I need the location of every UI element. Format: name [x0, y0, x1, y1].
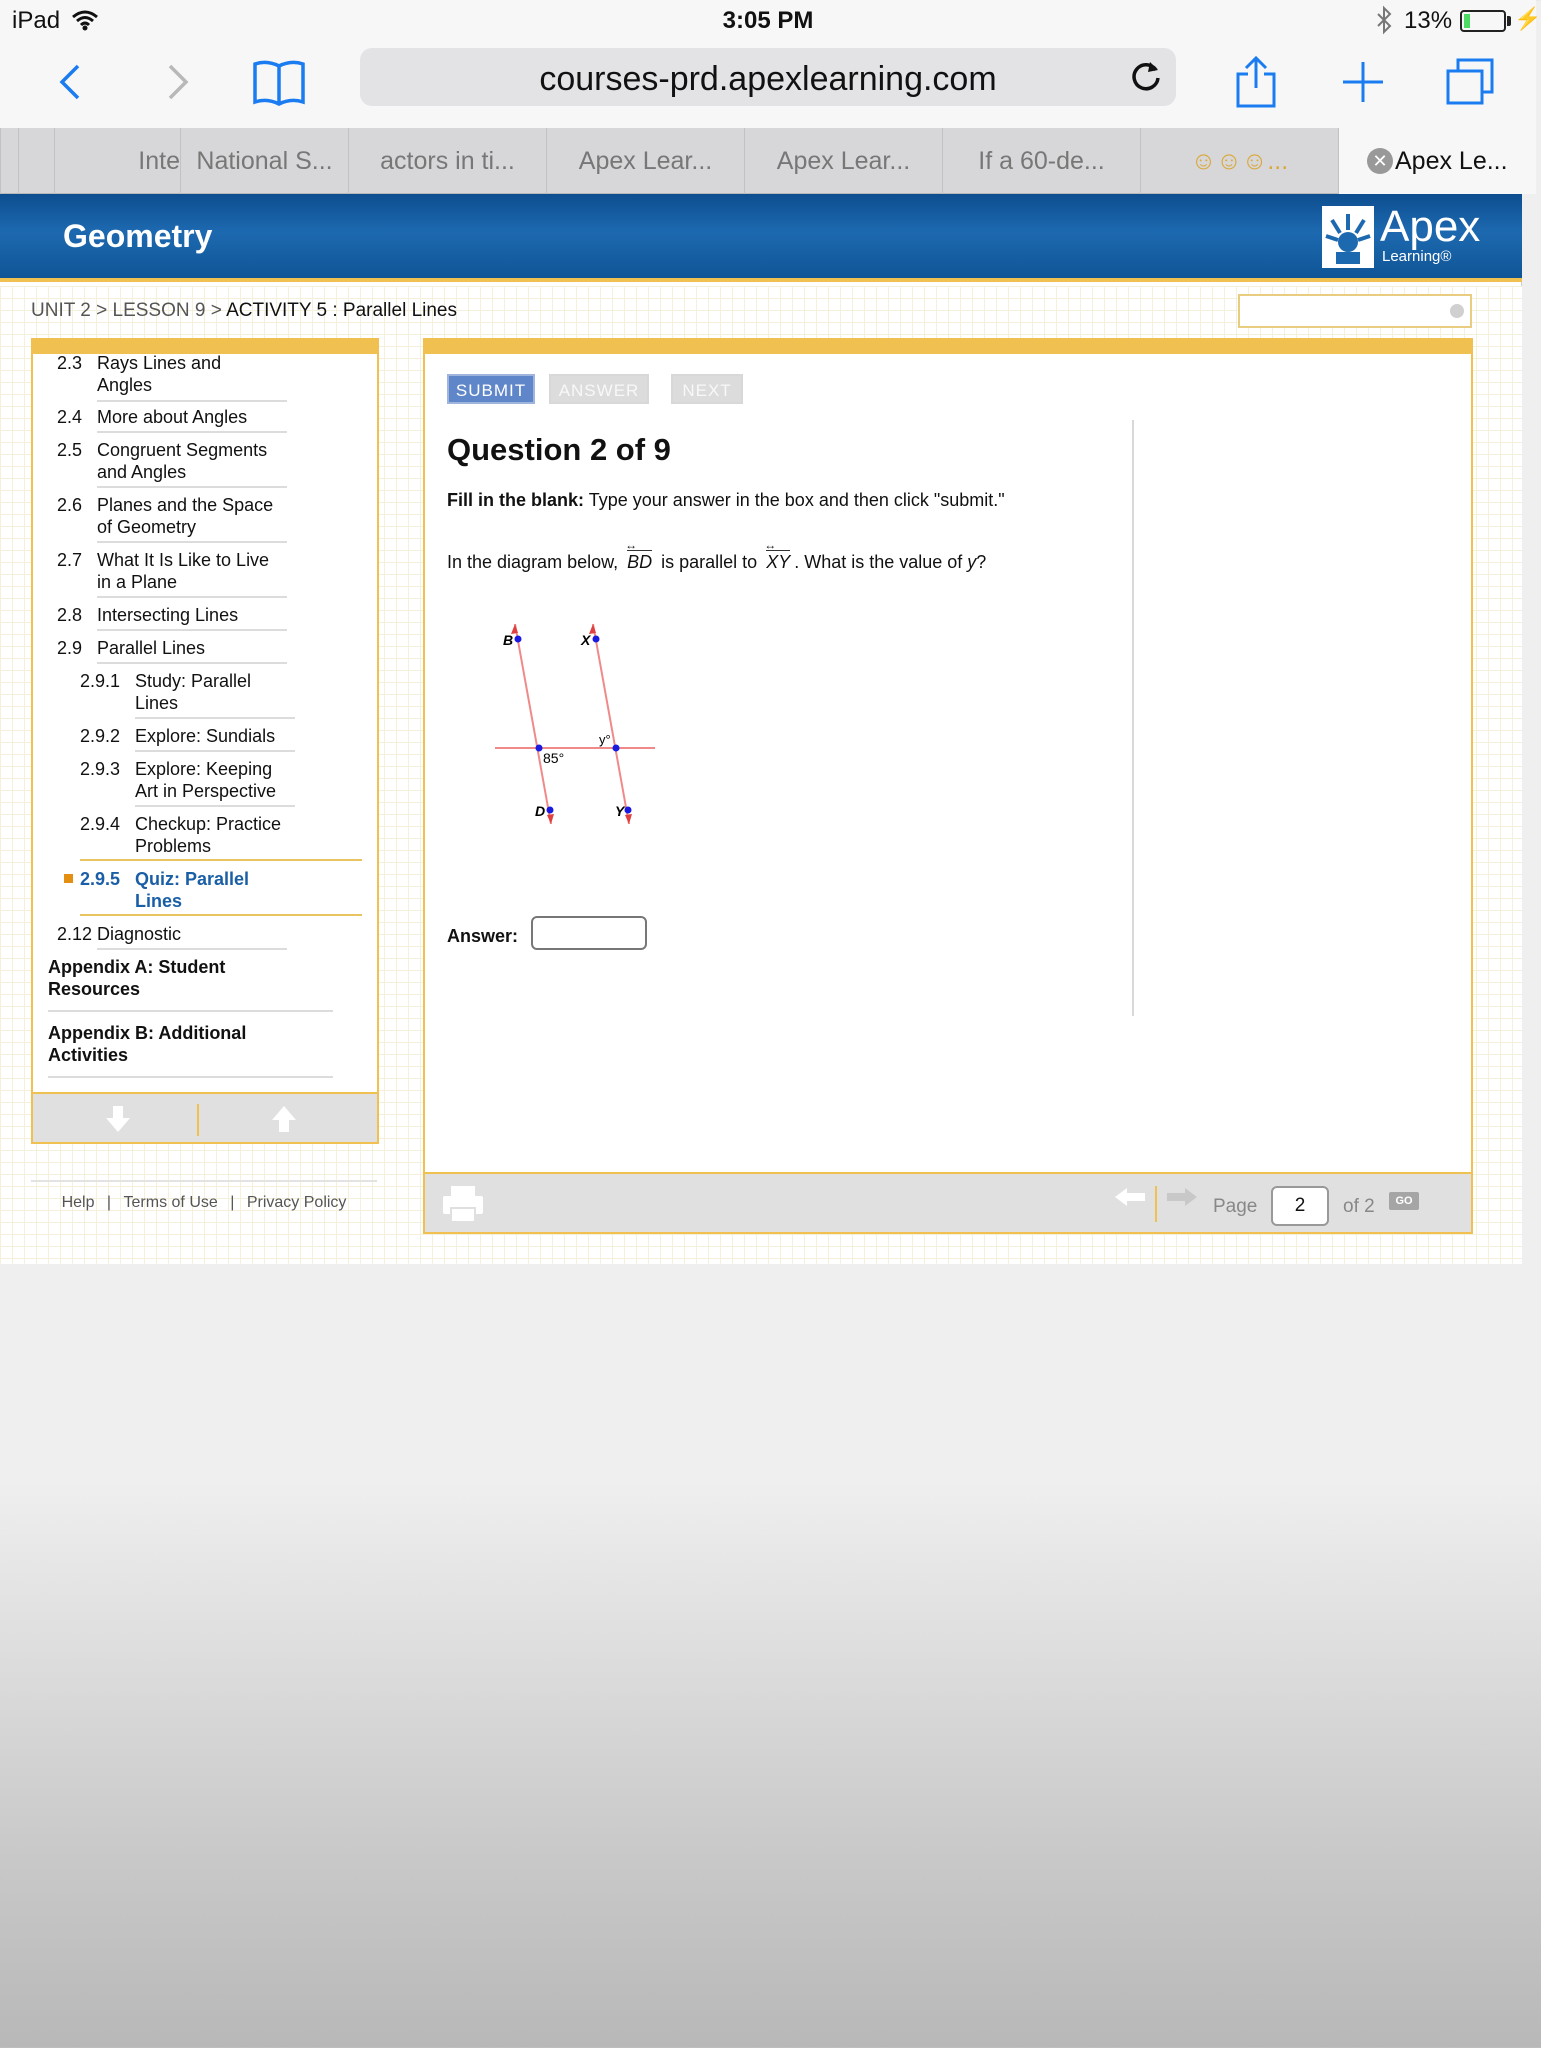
variable-y: y	[967, 552, 977, 572]
tab-actors[interactable]	[348, 128, 546, 194]
forward-button[interactable]	[158, 52, 198, 112]
item-label-2: of Geometry	[97, 517, 197, 537]
question-title: Question 2 of 9	[447, 432, 671, 467]
scroll-divider	[197, 1104, 199, 1136]
web-page	[0, 194, 1522, 1264]
logo-text: Apex	[1380, 202, 1481, 251]
item-number: 2.3	[57, 353, 83, 373]
chevron-right-icon	[166, 62, 190, 102]
question-prompt	[447, 548, 986, 573]
panel-footer	[425, 1172, 1471, 1232]
breadcrumb-lesson[interactable]: LESSON 9	[112, 300, 206, 321]
terms-link[interactable]: Terms of Use	[123, 1194, 218, 1211]
address-bar[interactable]	[360, 48, 1176, 106]
device-name: iPad	[12, 7, 61, 34]
item-number: 2.6	[57, 495, 83, 515]
breadcrumb-sep: >	[210, 300, 222, 321]
next-button[interactable]: NEXT	[671, 374, 743, 404]
appendix-a-link[interactable]	[48, 956, 348, 1000]
share-icon	[1234, 54, 1278, 110]
prompt-part-a: In the diagram below,	[447, 552, 624, 572]
item-number: 2.9.1	[80, 671, 121, 691]
point-y	[625, 807, 632, 814]
item-number: 2.9.3	[80, 759, 121, 779]
divider	[97, 596, 287, 598]
item-label: Checkup: Practice	[135, 814, 282, 834]
privacy-link[interactable]: Privacy Policy	[246, 1194, 347, 1211]
divider	[48, 1076, 333, 1078]
clock: 3:05 PM	[722, 7, 814, 34]
item-label: Rays Lines and	[97, 353, 222, 373]
panel-top-bar	[425, 340, 1471, 354]
item-label: Congruent Segments	[97, 440, 268, 460]
item-label-2: and Angles	[97, 462, 187, 482]
item-label: Diagnostic	[97, 924, 182, 944]
tab-apex-active[interactable]	[1338, 128, 1536, 194]
bluetooth-icon	[1374, 6, 1394, 34]
new-tab-button[interactable]	[1340, 52, 1386, 112]
intersection-right	[613, 745, 620, 752]
tab-stub-1[interactable]	[0, 128, 18, 194]
point-b	[515, 636, 522, 643]
item-label-2: Lines	[135, 891, 183, 911]
divider	[97, 541, 287, 543]
tab-if-60[interactable]	[942, 128, 1140, 194]
apex-logo-mark	[1322, 206, 1374, 268]
apex-logo[interactable]	[1322, 204, 1498, 274]
footer-sep: |	[106, 1194, 112, 1211]
appendix-b-line2: Activities	[48, 1045, 129, 1065]
item-label-2: in a Plane	[97, 572, 178, 592]
next-page-icon[interactable]	[1167, 1188, 1197, 1206]
item-number: 2.7	[57, 550, 83, 570]
tab-emoji[interactable]	[1140, 128, 1338, 194]
label-x: X	[581, 632, 591, 648]
book-icon	[251, 58, 307, 106]
breadcrumb-activity: ACTIVITY 5 : Parallel Lines	[226, 300, 457, 321]
item-number: 2.9.5	[80, 869, 121, 889]
tab-apex-1[interactable]	[546, 128, 744, 194]
reload-icon[interactable]	[1128, 58, 1164, 94]
divider	[97, 948, 287, 950]
intersection-left	[536, 745, 543, 752]
answer-label: Answer:	[447, 926, 519, 946]
tab-label: If a 60-de...	[978, 147, 1105, 175]
pager-divider	[1155, 1186, 1157, 1222]
tab-inte[interactable]	[54, 128, 180, 194]
point-x	[593, 636, 600, 643]
close-tab-icon[interactable]: ✕	[1367, 148, 1393, 174]
question-panel	[423, 338, 1473, 1234]
page-number-input[interactable]: 2	[1271, 1186, 1329, 1226]
submit-button[interactable]: SUBMIT	[447, 374, 535, 404]
item-label-2: Art in Perspective	[135, 781, 277, 801]
tab-label: Apex Lear...	[776, 147, 911, 175]
angle-85-label: 85°	[543, 750, 565, 766]
item-label: Explore: Keeping	[135, 759, 273, 779]
arrow-y	[625, 814, 632, 824]
arrow-d	[547, 814, 554, 824]
item-number: 2.12	[57, 924, 93, 944]
page-total: of 2	[1343, 1196, 1375, 1217]
label-d: D	[535, 803, 546, 819]
appendix-a-line1: Appendix A: Student	[48, 957, 226, 977]
tab-apex-2[interactable]	[744, 128, 942, 194]
sidebar-scroll-bar	[33, 1092, 377, 1142]
item-number: 2.9	[57, 638, 83, 658]
item-label-2: Angles	[97, 375, 153, 395]
item-number: 2.4	[57, 407, 83, 427]
prompt-part-d: ?	[976, 552, 987, 572]
divider	[97, 431, 287, 433]
item-label: Planes and the Space	[97, 495, 274, 515]
course-banner	[0, 194, 1522, 282]
tab-label: Apex Lear...	[578, 147, 713, 175]
scroll-down-icon[interactable]	[103, 1104, 133, 1134]
line-bd-path	[515, 624, 551, 824]
tab-national[interactable]	[180, 128, 348, 194]
angle-y-label: y°	[599, 732, 611, 747]
item-label: What It Is Like to Live	[97, 550, 270, 570]
item-label: Quiz: Parallel	[135, 869, 250, 889]
share-button[interactable]	[1232, 52, 1280, 112]
plus-icon	[1341, 60, 1385, 104]
point-d	[547, 807, 554, 814]
search-input[interactable]	[1238, 294, 1472, 328]
go-button[interactable]: GO	[1389, 1192, 1419, 1210]
appendix-b-link[interactable]	[48, 1022, 348, 1066]
footer-sep: |	[230, 1194, 235, 1211]
line-xy: XY ↔	[766, 548, 790, 573]
battery-percent: 13%	[1404, 7, 1453, 34]
instructions-text: Type your answer in the box and then click "submit."	[584, 490, 1005, 510]
status-bar	[0, 0, 1541, 42]
tab-stub-2[interactable]	[18, 128, 54, 194]
lesson-list	[33, 354, 377, 1094]
item-label: Study: Parallel	[135, 671, 252, 691]
current-item-marker	[64, 874, 73, 883]
tab-label: Apex Le...	[1395, 147, 1508, 175]
active-item-top-rule	[80, 859, 362, 861]
tabs-icon	[1444, 57, 1496, 107]
label-y: Y	[615, 803, 625, 819]
bookmarks-button[interactable]	[250, 52, 308, 112]
breadcrumb-unit[interactable]: UNIT 2	[31, 300, 91, 321]
breadcrumb	[31, 300, 457, 322]
back-button[interactable]	[50, 52, 90, 112]
item-number: 2.5	[57, 440, 83, 460]
footer-links	[31, 1180, 377, 1212]
item-number: 2.8	[57, 605, 83, 625]
charging-icon: ⚡	[1514, 6, 1541, 31]
prompt-part-c: . What is the value of	[794, 552, 968, 572]
line-bd: BD ↔	[627, 548, 652, 573]
search-icon[interactable]	[1450, 304, 1464, 318]
appendix-a-line2: Resources	[48, 979, 141, 999]
tabs-overview-button[interactable]	[1444, 52, 1496, 112]
logo-subtext: Learning®	[1382, 248, 1452, 265]
divider	[97, 662, 287, 664]
tab-label: actors in ti...	[380, 147, 515, 175]
instructions-bold: Fill in the blank:	[447, 490, 585, 510]
answer-button[interactable]: ANSWER	[549, 374, 649, 404]
active-item-bottom-rule	[80, 914, 362, 916]
divider	[135, 750, 295, 752]
url-text: courses-prd.apexlearning.com	[539, 60, 997, 98]
item-label: Parallel Lines	[97, 638, 206, 658]
battery-icon	[1460, 10, 1506, 32]
item-number: 2.9.2	[80, 726, 121, 746]
divider	[97, 400, 287, 402]
divider	[135, 805, 295, 807]
item-number: 2.9.4	[80, 814, 121, 834]
help-link[interactable]: Help	[61, 1194, 95, 1211]
instructions	[447, 490, 1005, 511]
divider	[97, 486, 287, 488]
scroll-up-icon[interactable]	[269, 1104, 299, 1134]
parallel-lines-diagram	[495, 588, 715, 868]
tab-label: Inte	[138, 147, 180, 175]
column-divider	[1132, 420, 1134, 1016]
label-b: B	[503, 632, 514, 648]
breadcrumb-sep: >	[96, 300, 108, 321]
answer-input[interactable]	[531, 916, 647, 950]
tab-strip	[0, 128, 1536, 194]
line-xy-path	[593, 624, 629, 824]
divider	[97, 629, 287, 631]
browser-toolbar	[0, 42, 1536, 128]
item-label-2: Lines	[135, 693, 179, 713]
item-label-2: Problems	[135, 836, 212, 856]
battery-tip	[1507, 16, 1511, 26]
printer-icon[interactable]	[441, 1184, 485, 1224]
prev-page-icon[interactable]	[1115, 1188, 1145, 1206]
lesson-sidebar	[31, 338, 379, 1144]
prompt-part-b: is parallel to	[656, 552, 763, 572]
tab-label: National S...	[196, 147, 333, 175]
item-label: Intersecting Lines	[97, 605, 239, 625]
tab-label: ☺☺☺...	[1190, 147, 1289, 175]
chevron-left-icon	[58, 62, 82, 102]
course-title: Geometry	[63, 218, 213, 254]
page-label: Page	[1213, 1196, 1258, 1217]
item-label: Explore: Sundials	[135, 726, 276, 746]
divider	[135, 717, 295, 719]
divider	[48, 1010, 333, 1012]
item-label: More about Angles	[97, 407, 248, 427]
appendix-b-line1: Appendix B: Additional	[48, 1023, 247, 1043]
